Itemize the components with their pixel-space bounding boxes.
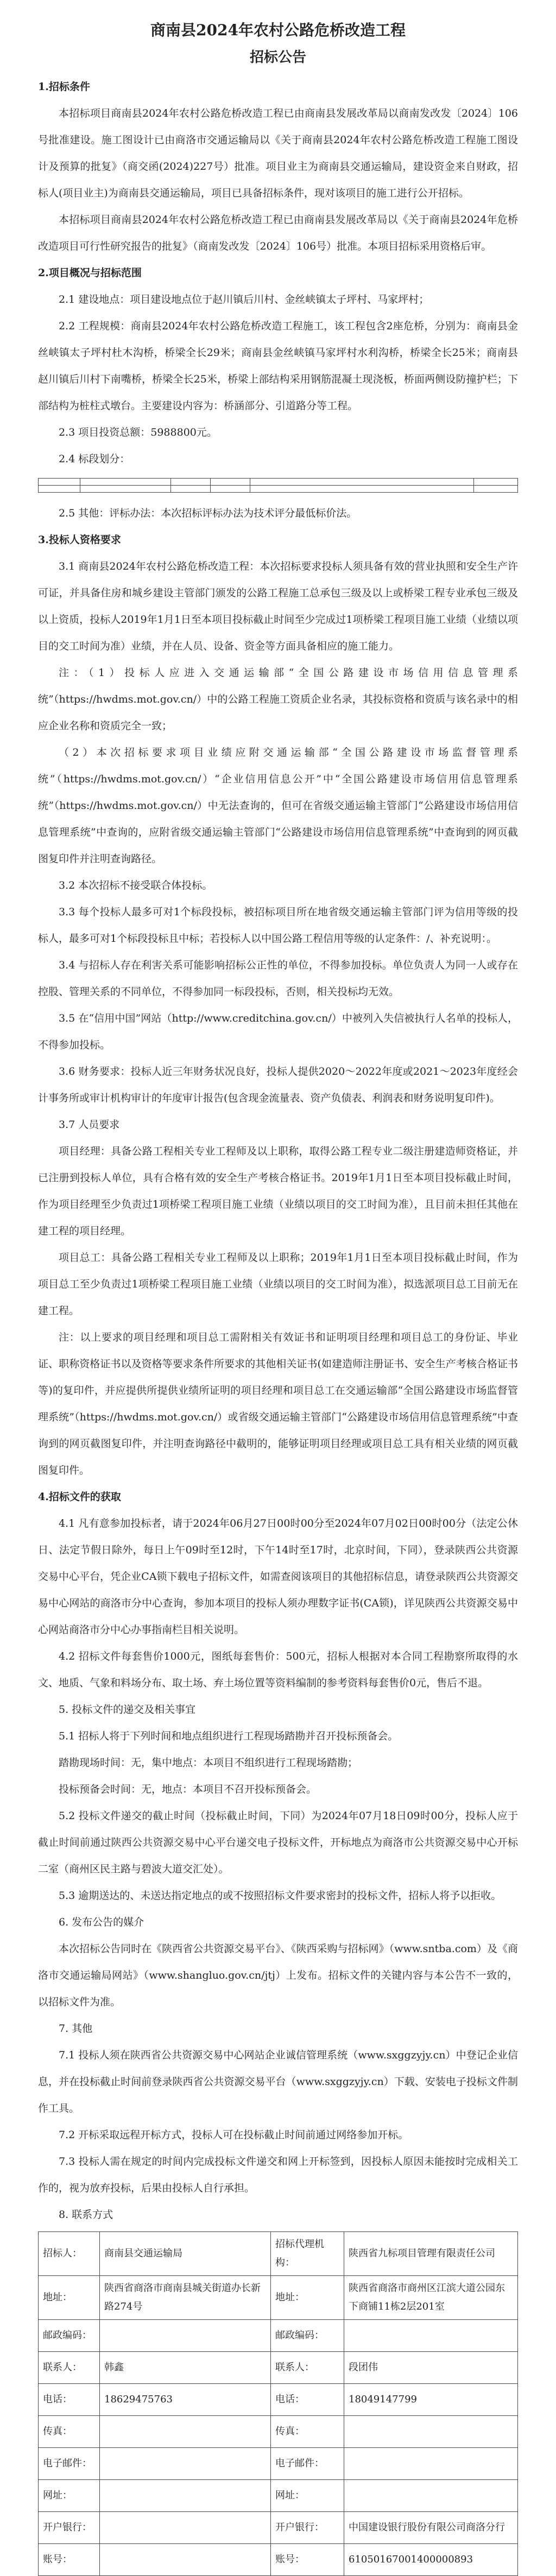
contact-label: 联系人： [271, 2352, 344, 2384]
table-row [39, 486, 518, 493]
paragraph: 2.4 标段划分： [59, 453, 130, 465]
contact-value: 段团伟 [344, 2352, 518, 2384]
paragraph: 2.2 工程规模：商南县2024年农村公路危桥改造工程施工，该工程包含2座危桥，分别为：商南县金丝峡镇太子坪村杜木沟桥，桥梁全长29米；商南县金丝峡镇马家坪村水利沟桥，桥梁全长25米；商南县赵川镇后川村下南嘴桥，桥梁全长25米，桥梁上部结构采用钢筋混凝土现浇板，桥面两侧设防撞护栏；下部结构为桩柱式墩台。主要建设内容为：桥涵部分、引道路分等工程。 [38, 320, 518, 412]
table-header-cell [80, 479, 171, 486]
contact-value: 18629475763 [100, 2384, 271, 2416]
table-row [39, 2320, 518, 2352]
paragraph: 5.3 逾期送达的、未送达指定地点的或不按照招标文件要求密封的投标文件，招标人将予以拒收。 [59, 1890, 502, 1902]
table-header-cell [171, 479, 211, 486]
paragraph: 3.7 人员要求 [59, 1119, 120, 1131]
paragraph: 本次招标公告同时在《陕西省公共资源交易平台》、《陕西采购与招标网》（www.sntba.com）及《商洛市交通运输局网站》（www.shangluo.gov.cn/jtj）上发布。招标文件的关键内容与本公告不一致的，以招标文件为准。 [38, 1943, 518, 2008]
paragraph: 注：（1）投标人应进入交通运输部“全国公路建设市场信用信息管理系统”（https://hwdms.mot.gov.cn/）中的公路工程施工资质企业名录，其投标资格和资质与该名录中的相应企业名称和资质完全一致； [38, 667, 518, 732]
contact-label: 账号： [39, 2544, 100, 2576]
contact-value [100, 2416, 271, 2448]
contact-label: 招标代理机构： [271, 2232, 344, 2276]
table-cell [39, 486, 80, 493]
table-row [39, 2512, 518, 2544]
contact-value [100, 2544, 271, 2576]
section-heading-1: 1.招标条件 [38, 81, 90, 93]
table-header-cell [211, 479, 250, 486]
table-header-row [39, 479, 518, 486]
contact-value: 18049147799 [344, 2384, 518, 2416]
contact-value [344, 2480, 518, 2512]
paragraph: 5.1 招标人将于下列时间和地点组织进行工程现场踏勘并召开投标预备会。 [59, 1730, 399, 1742]
paragraph: 3.1 商南县2024年农村公路危桥改造工程：本次招标要求投标人须具备有效的营业执照和安全生产许可证，并具备住房和城乡建设主管部门颁发的公路工程施工总承包三级及以上或桥梁工程专业承包三级及以上资质，投标人2019年1月1日至本项目投标截止时间至少完成过1项桥梁工程项目施工业绩（业绩以项目的交工时间为准）业绩，并在人员、设备、资金等方面具备相应的施工能力。 [38, 560, 518, 652]
contact-value: 韩鑫 [100, 2352, 271, 2384]
contact-value [344, 2320, 518, 2352]
contact-label: 网址： [271, 2480, 344, 2512]
paragraph: 2.5 其他：评标办法：本次招标评标办法为技术评分最低标价法。 [59, 507, 357, 519]
contact-label: 电话： [271, 2384, 344, 2416]
paragraph: 7.2 开标采取远程开标方式，投标人可在投标截止时间前通过网络参加开标。 [59, 2129, 409, 2141]
paragraph: 注：以上要求的项目经理和项目总工需附相关有效证书和证明项目经理和项目总工的身份证、毕业证、职称资格证书以及资格等要求条件所要求的其他相关证书(如建造师注册证书、安全生产考核合格证书等)的复印件，并应提供所提供业绩所证明的项目经理和项目总工在交通运输部“全国公路建设市场监督管理系统”（https://hwdms.mot.gov.cn/）或省级交通运输主管部门“公路建设市场信用信息管理系统”中查询到的网页截图复印件，并注明查询路径中截明的，能够证明项目经理或项目总工具有相关业绩的网页截图复印件。 [38, 1331, 518, 1476]
contact-label: 邮政编码： [271, 2320, 344, 2352]
contact-label: 地址： [39, 2276, 100, 2320]
paragraph: 项目经理：具备公路工程相关专业工程师及以上职称，取得公路工程专业二级注册建造师资格证，并已注册到投标人单位，具有合格有效的安全生产考核合格证书。2019年1月1日至本项目投标截止时间，作为项目经理至少负责过1项桥梁工程项目施工业绩（业绩以项目的交工时间为准），且目前未担任其他在建工程的项目经理。 [38, 1145, 518, 1237]
table-row [39, 2544, 518, 2576]
paragraph: 投标预备会时间：无，地点：本项目不召开投标预备会。 [59, 1783, 317, 1795]
contact-label: 账号： [271, 2544, 344, 2576]
contact-value: 商南县交通运输局 [100, 2232, 271, 2276]
table-row [39, 2448, 518, 2480]
paragraph: 本招标项目商南县2024年农村公路危桥改造工程已由商南县发展改革局以《关于商南县2024年危桥改造项目可行性研究报告的批复》（商南发改发〔2024〕106号）批准。本项目招标采用资格后审。 [38, 214, 518, 252]
paragraph: 4.1 凡有意参加投标者，请于2024年06月27日00时00分至2024年07月02日00时00分（法定公休日、法定节假日除外，每日上午09时至12时，下午14时至17时，北京时间，下同），登录陕西公共资源交易中心平台，凭企业CA锁下载电子招标文件，如需查阅该项目的其他招标信息，请登录陕西公共资源交易中心网站的商洛市分中心查询，参加本项目的投标人须办理数字证书(CA锁)，详见陕西公共资源交易中心网站商洛市分中心办事指南栏目相关说明。 [38, 1517, 518, 1636]
contact-value [344, 2416, 518, 2448]
contact-value [100, 2480, 271, 2512]
contact-value: 陕西省商洛市商南县城关街道办长新路274号 [100, 2276, 271, 2320]
paragraph: 2.3 项目投资总额：5988800元。 [59, 426, 217, 438]
document-subtitle: 招标公告 [249, 49, 306, 66]
contact-label: 传真： [39, 2416, 100, 2448]
contact-value: 中国建设银行股份有限公司商洛分行 [344, 2512, 518, 2544]
contact-value: 陕西省商洛市商州区江滨大道公园东下商铺11栋2层201室 [344, 2276, 518, 2320]
paragraph: 8. 联系方式 [59, 2209, 113, 2221]
paragraph: 项目总工：具备公路工程相关专业工程师及以上职称；2019年1月1日至本项目投标截止时间，作为项目总工至少负责过1项桥梁工程项目施工业绩（业绩以项目的交工时间为准），拟选派项目总工目前无在建工程。 [38, 1252, 518, 1317]
section-heading-7: 7. 其他 [59, 2023, 93, 2035]
table-header-cell [474, 479, 518, 486]
paragraph: 踏勘现场时间：无，集中地点：本项目不组织进行工程现场踏勘； [59, 1757, 358, 1769]
table-row [39, 2416, 518, 2448]
paragraph: 2.1 建设地点：项目建设地点位于赵川镇后川村、金丝峡镇太子坪村、马家坪村； [59, 294, 429, 305]
contact-value [100, 2320, 271, 2352]
contact-label: 联系人： [39, 2352, 100, 2384]
contact-label: 邮政编码： [39, 2320, 100, 2352]
contact-label: 地址： [271, 2276, 344, 2320]
contact-label: 传真： [271, 2416, 344, 2448]
paragraph: 3.3 每个投标人最多可对1个标段投标，被招标项目所在地省级交通运输主管部门评为信用等级的投标人，最多可对1个标段投标且中标；若投标人以中国公路工程信用等级的认定条件：/、补充说明：。 [38, 906, 518, 945]
contact-label: 招标人： [39, 2232, 100, 2276]
contact-value: 61050167001400000893 [344, 2544, 518, 2576]
paragraph: 3.4 与招标人存在利害关系可能影响招标公正性的单位，不得参加投标。单位负责人为同一人或存在控股、管理关系的不同单位，不得参加同一标段投标，否则，相关投标均无效。 [38, 959, 518, 998]
section-heading-3: 3.投标人资格要求 [38, 534, 121, 546]
table-cell [211, 486, 250, 493]
paragraph: 6. 发布公告的媒介 [59, 1916, 144, 1928]
section-heading-2: 2.项目概况与招标范围 [38, 267, 142, 279]
table-row [39, 2352, 518, 2384]
paragraph: 7.1 投标人须在陕西省公共资源交易中心网站企业诚信管理系统（www.sxggzyjy.cn）中登记企业信息，并在投标截止时间前登录陕西省公共资源交易平台（www.sxggzyjy.cn）下载、安装电子投标文件制作工具。 [38, 2049, 518, 2114]
table-row [39, 2276, 518, 2320]
contact-value [100, 2448, 271, 2480]
table-cell [250, 486, 474, 493]
paragraph: 3.2 本次招标不接受联合体投标。 [59, 879, 213, 891]
contact-label: 网址： [39, 2480, 100, 2512]
contact-table [38, 2231, 518, 2576]
table-row [39, 2232, 518, 2276]
contact-label: 电子邮件： [39, 2448, 100, 2480]
paragraph: 5.2 投标文件递交的截止时间（投标截止时间，下同）为2024年07月18日09时00分，投标人应于截止时间前通过陕西公共资源交易中心平台递交电子投标文件，开标地点为商洛市公共资源交易中心开标二室（商州区民主路与碧波大道交汇处）。 [38, 1810, 518, 1875]
table-cell [171, 486, 211, 493]
contact-value [100, 2512, 271, 2544]
lot-table [38, 478, 518, 493]
table-header-cell [39, 479, 80, 486]
paragraph: 本招标项目商南县2024年农村公路危桥改造工程已由商南县发展改革局以商南发改发〔2024〕106号批准建设。施工图设计已由商洛市交通运输局以《关于商南县2024年农村公路危桥改造工程施工图设计及预算的批复》（商交函(2024)227号）批准。项目业主为商南县交通运输局，建设资金来自财政，招标人(项目业主)为商南县交通运输局，项目已具备招标条件，现对该项目的施工进行公开招标。 [38, 107, 518, 199]
paragraph: 3.5 在“信用中国”网站（http://www.creditchina.gov.cn/）中被列入失信被执行人名单的投标人，不得参加投标。 [38, 1012, 518, 1051]
paragraph: 7.3 投标人需在规定的时间内完成投标文件递交和网上开标签到，因投标人原因未能按时完成相关工作的，视为放弃投标，后果由投标人自行承担。 [38, 2156, 518, 2194]
table-cell [474, 486, 518, 493]
contact-value [344, 2448, 518, 2480]
table-row [39, 2384, 518, 2416]
contact-label: 开户银行： [271, 2512, 344, 2544]
section-heading-4: 4.招标文件的获取 [38, 1491, 121, 1503]
paragraph: 5. 投标文件的递交及相关事宜 [59, 1704, 196, 1716]
table-row [39, 2480, 518, 2512]
document-title: 商南县2024年农村公路危桥改造工程 [150, 21, 406, 39]
paragraph: （2）本次招标要求项目业绩应附交通运输部“全国公路建设市场监督管理系统”（https://hwdms.mot.gov.cn/）“企业信用信息公开”中“全国公路建设市场信用信息管理系统”（https://hwdms.mot.gov.cn/）中无法查询的，但可在省级交通运输主管部门“公路建设市场信用信息管理系统”中查询的，应附省级交通运输主管部门“公路建设市场信用信息管理系统”中查询到的网页截图复印件并注明查询路径。 [38, 747, 518, 865]
contact-label: 电子邮件： [271, 2448, 344, 2480]
table-cell [80, 486, 171, 493]
paragraph: 4.2 招标文件每套售价1000元，图纸每套售价：500元，招标人根据对本合同工程勘察所取得的水文、地质、气象和料场分布、取土场、弃土场位置等资料编制的参考资料每套售价0元，售后不退。 [38, 1650, 518, 1689]
contact-label: 开户银行： [39, 2512, 100, 2544]
contact-value: 陕西省九标项目管理有限责任公司 [344, 2232, 518, 2276]
table-header-cell [250, 479, 474, 486]
paragraph: 3.6 财务要求：投标人近三年财务状况良好，投标人提供2020～2022年度或2021～2023年度经会计事务所或审计机构审计的年度审计报告(包含现金流量表、资产负债表、利润表和财务说明复印件)。 [38, 1066, 518, 1104]
contact-label: 电话： [39, 2384, 100, 2416]
